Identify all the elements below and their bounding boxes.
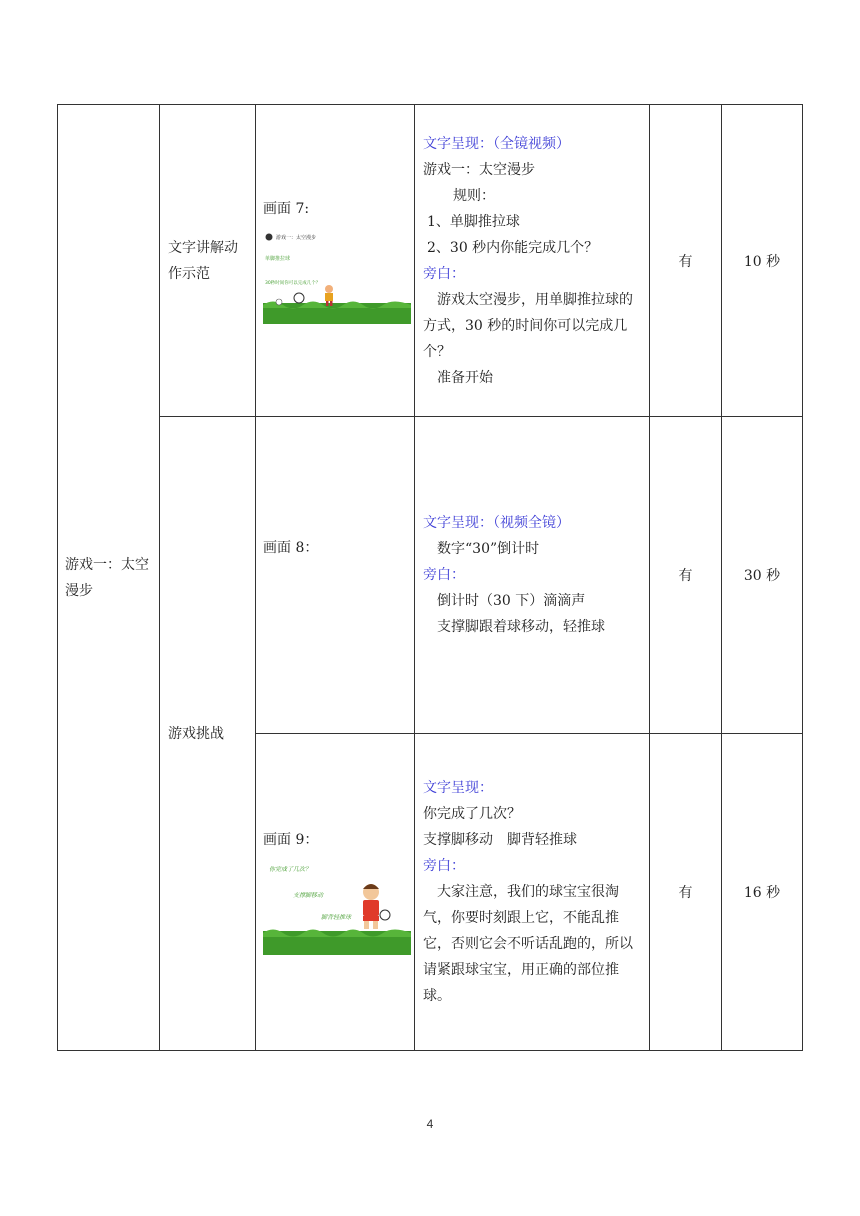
script-line: 支撑脚移动 脚背轻推球 [423, 832, 577, 848]
narration-text: 倒计时（30 下）滴滴声 [437, 593, 586, 609]
scene-cell [256, 105, 415, 417]
narration-label: 旁白： [423, 567, 465, 583]
thumb-question: 30秒时间你可以完成几个？ [265, 280, 321, 286]
has-value: 有 [678, 885, 693, 901]
scene-label: 画面 7: [263, 200, 310, 217]
scene-7-thumbnail [263, 228, 411, 324]
section-label: 文字讲解动作示范 [168, 239, 238, 282]
narration-text: 游戏太空漫步，用单脚推拉球的方式，30 秒的时间你可以完成几个？ [423, 291, 633, 360]
storyboard-table [57, 104, 803, 1051]
scene-cell [256, 734, 415, 1051]
game-name: 游戏一：太空漫步 [65, 556, 149, 599]
thumb-line: 你完成了几次？ [269, 866, 312, 873]
section-label: 游戏挑战 [168, 725, 224, 742]
thumb-line: 支撑脚移动 [293, 892, 324, 899]
duration-value: 16 秒 [743, 885, 781, 901]
page-number: 4 [426, 1117, 434, 1131]
narration-label: 旁白： [423, 265, 465, 282]
narration-label: 旁白： [423, 858, 465, 874]
script-line: 你完成了几次？ [423, 806, 521, 822]
script-line: 数字“30”倒计时 [437, 541, 540, 557]
duration-cell [722, 417, 803, 734]
table-row [58, 417, 803, 734]
section-cell [160, 105, 256, 417]
thumb-rule: 单脚推拉球 [265, 255, 291, 262]
has-cell [650, 734, 722, 1051]
narration-text: 准备开始 [437, 369, 493, 386]
scene-label: 画面 9： [263, 832, 319, 848]
script-line: 1、单脚推拉球 [427, 213, 520, 230]
text-presentation-label: 文字呈现：（全镜视频） [423, 135, 570, 152]
has-cell [650, 417, 722, 734]
script-cell [415, 417, 650, 734]
has-value: 有 [678, 568, 693, 584]
duration-cell [722, 734, 803, 1051]
duration-value: 30 秒 [743, 568, 781, 584]
script-line: 规则： [453, 187, 495, 204]
game-name-cell [58, 105, 160, 1051]
text-presentation-label: 文字呈现：（视频全镜） [423, 515, 570, 531]
thumb-title: 游戏一：太空漫步 [276, 234, 317, 241]
script-line: 游戏一：太空漫步 [423, 161, 535, 178]
soccer-ball-icon [266, 233, 273, 240]
section-cell [160, 417, 256, 1051]
soccer-ball-icon [294, 293, 304, 303]
duration-cell [722, 105, 803, 417]
duration-value: 10 秒 [743, 253, 781, 270]
scene-label: 画面 8： [263, 540, 319, 556]
soccer-ball-icon [380, 910, 390, 920]
scene-9-thumbnail [263, 859, 411, 955]
thumb-line: 脚背轻推球 [321, 914, 352, 921]
has-value: 有 [678, 253, 693, 270]
script-cell [415, 105, 650, 417]
text-presentation-label: 文字呈现： [423, 780, 493, 796]
scene-cell [256, 417, 415, 734]
narration-text: 大家注意，我们的球宝宝很淘气，你要时刻跟上它，不能乱推它，否则它会不听话乱跑的，所以请紧跟球宝宝，用正确的部位推球。 [423, 884, 633, 1004]
script-cell [415, 734, 650, 1051]
has-cell [650, 105, 722, 417]
script-line: 2、30 秒内你能完成几个？ [427, 239, 599, 256]
table-row [58, 105, 803, 417]
narration-text: 支撑脚跟着球移动，轻推球 [437, 619, 605, 635]
